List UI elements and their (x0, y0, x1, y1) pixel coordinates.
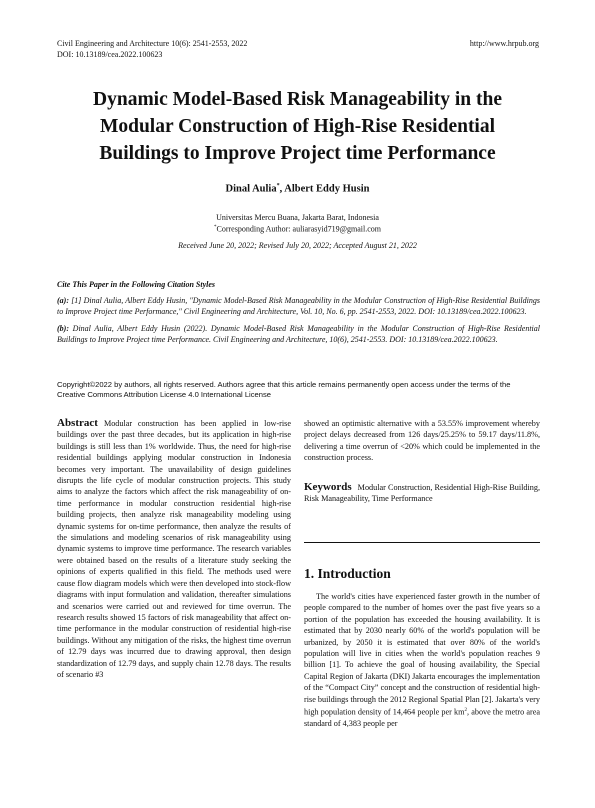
corresponding-marker: * (214, 225, 217, 230)
title-line: Modular Construction of High-Rise Residential (99, 116, 496, 137)
section-divider (304, 542, 540, 543)
journal-citation: Civil Engineering and Architecture 10(6): 2541-2553, 2022 (57, 39, 248, 48)
corresponding-marker: * (276, 183, 280, 189)
introduction-heading: 1. Introduction (304, 566, 391, 581)
citation-block (57, 279, 540, 351)
copyright-notice: Copyright©2022 by authors, all rights reserved. Authors agree that this article remains permanently open access under the terms of the Creative Commons Attribution License 4.0 International License (57, 380, 511, 399)
corresponding-author (0, 223, 595, 235)
intro-text-cont: , above the metro area standard of 4,383 people per (304, 707, 541, 729)
citation-a-text: [1] Dinal Aulia, Albert Eddy Husin, "Dynamic Model-Based Risk Manageability in the Modular Construction of High-Rise Residential Buildings to Improve Project time Performance," Civil Engineering and Architecture, Vol. 10, No. 6, pp. 2541-2553, 2022. DOI: 10.13189/cea.2022.100623. (57, 296, 540, 316)
keywords-section (304, 482, 540, 505)
abstract-continued: showed an optimistic alternative with a 53.55% improvement whereby project delays decreased from 126 days/25.25% to 59.17 days/11.8%, delivering a time overrun of <20% which could be implemented in the construction process. (304, 419, 540, 463)
journal-url[interactable]: http://www.hrpub.org (469, 39, 539, 48)
abstract-label: Abstract (57, 417, 98, 429)
running-header (57, 38, 539, 60)
citation-heading: Cite This Paper in the Following Citation Styles (57, 280, 216, 289)
paper-title (40, 86, 555, 167)
received-dates: Received June 20, 2022; Revised July 20, 2022; Accepted August 21, 2022 (178, 241, 417, 250)
abstract-section (57, 418, 291, 680)
title-line: Dynamic Model-Based Risk Manageability in the (93, 89, 502, 110)
citation-b (57, 323, 540, 345)
title-line: Buildings to Improve Project time Performance (99, 143, 496, 164)
authors-line (0, 183, 595, 195)
citation-a-label: (a): (57, 296, 69, 305)
citation-b-label: (b): (57, 324, 69, 333)
affiliation-block (0, 213, 595, 235)
citation-b-text: Dinal Aulia, Albert Eddy Husin (2022). Dynamic Model-Based Risk Manageability in the Modular Construction of High-Rise Residential Buildings to Improve Project time Performance. Civil Engineering and Architecture, 10(6), 2541-2553. DOI: 10.13189/cea.2022.100623. (57, 324, 540, 344)
author-name: Dinal Aulia (225, 183, 277, 195)
introduction-paragraph (304, 591, 540, 730)
author-name: , Albert Eddy Husin (279, 183, 370, 195)
intro-text: The world's cities have experienced faster growth in the number of people compared to the number of homes over the past five years so a portion of the population has exceeded the housing availability. It is estimated that by 2030 nearly 60% of the world's population will be urbanized, by 2050 it is estimated that over 80% of the world's population will live in cities when the world's population reaches 9 billion [1]. To achieve the goal of housing availability, the Special Capital Region of Jakarta (DKI) Jakarta encourages the implementation of the “Compact City” concept and the construction of residential high-rise buildings through the 2012 Regional Spatial Plan [2]. Jakarta's very high population density of 14,464 people per km (304, 592, 540, 717)
corresponding-author-text: Corresponding Author: auliarasyid719@gmail.com (216, 224, 381, 234)
superscript-two: 2 (464, 708, 467, 714)
citation-a (57, 295, 540, 317)
keywords-label: Keywords (304, 480, 352, 493)
affiliation: Universitas Mercu Buana, Jakarta Barat, Indonesia (216, 213, 379, 222)
doi-text: DOI: 10.13189/cea.2022.100623 (57, 50, 163, 59)
right-column (304, 418, 540, 504)
keywords-text: Modular Construction, Residential High-Rise Building, Risk Manageability, Time Performance (304, 482, 540, 504)
abstract-text: Modular construction has been applied in low-rise buildings over the past three decades, but its application in high-rise buildings is still less than 1% worldwide. Thus, the need for high-rise residential buildings applying modular construction in Indonesia becomes very important. The unavailability of design guidelines disrupts the life cycle of modular construction projects. This study aims to analyze the factors which affect the risk manageability of on-time performance in modular construction residential high-rise building projects, then analyze risk manageability modeling using dynamic systems for on-time performance, then analyze the results of the simulations and modeling scenarios of risk manageability using dynamic systems to improve time performance. The research variables were obtained based on the results of a literature study seeking the opinions of experts qualified in this field. The methods used were cause flow diagram models which were then developed into stock-flow diagrams with input formulation and validation, thereafter simulations and scenarios were carried out and reviewed for time overrun. The research results showed 15 factors of risk manageability that affect on-time performance in the modular construction of residential high-rise buildings. Without any mitigation of the risks, the highest time overrun of 12.79 days was incurred due to drawing approval, then design standardization of 12.79 days, and supply chain 12.78 days. The results of scenario #3 (57, 419, 291, 679)
